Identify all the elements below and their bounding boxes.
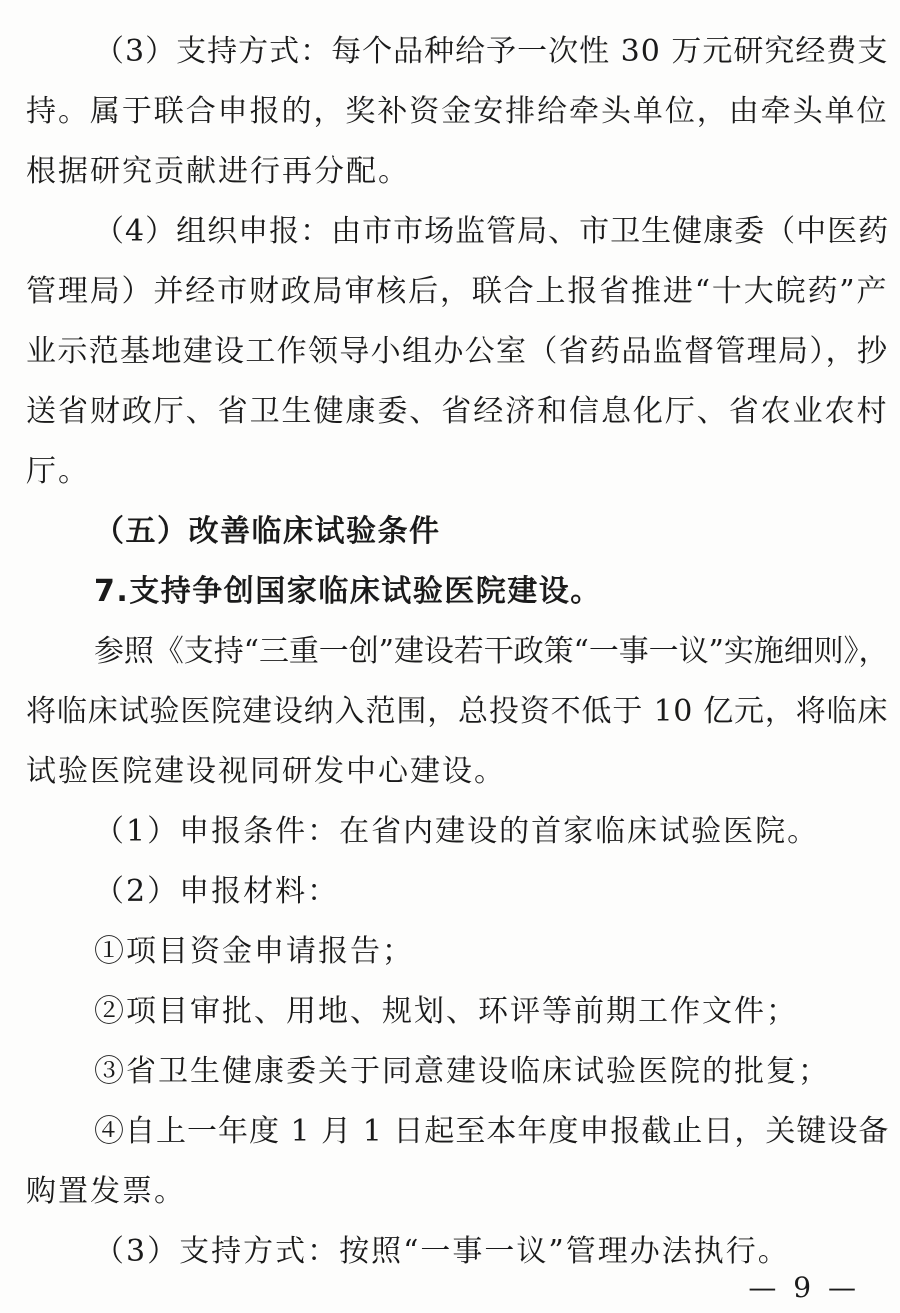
paragraph-line: 送省财政厅、省卫生健康委、省经济和信息化厅、省农业农村 <box>26 394 888 429</box>
paragraph-line: 持。属于联合申报的，奖补资金安排给牵头单位，由牵头单位 <box>26 94 888 129</box>
paragraph-line: 试验医院建设视同研发中心建设。 <box>26 754 506 789</box>
paragraph-line: （2）申报材料： <box>94 874 340 909</box>
paragraph-line: （1）申报条件：在省内建设的首家临床试验医院。 <box>94 814 820 849</box>
paragraph-line: 根据研究贡献进行再分配。 <box>26 154 410 189</box>
paragraph-line: （3）支持方式：按照“一事一议”管理办法执行。 <box>94 1234 790 1269</box>
paragraph-line: 业示范基地建设工作领导小组办公室（省药品监督管理局），抄 <box>26 334 888 369</box>
paragraph-line: 厅。 <box>26 454 90 489</box>
paragraph-line: （4）组织申报：由市市场监管局、市卫生健康委（中医药 <box>94 214 890 249</box>
list-item: ③省卫生健康委关于同意建设临床试验医院的批复； <box>94 1054 830 1089</box>
paragraph-line: 将临床试验医院建设纳入范围，总投资不低于 10 亿元，将临床 <box>26 694 888 729</box>
paragraph-line: 管理局）并经市财政局审核后，联合上报省推进“十大皖药”产 <box>26 274 888 309</box>
list-item: ②项目审批、用地、规划、环评等前期工作文件； <box>94 994 798 1029</box>
list-item: ①项目资金申请报告； <box>94 934 414 969</box>
page-number: — 9 — <box>748 1271 860 1304</box>
paragraph-line: 参照《支持“三重一创”建设若干政策“一事一议”实施细则》， <box>94 634 888 669</box>
list-item: ④自上一年度 1 月 1 日起至本年度申报截止日，关键设备 <box>94 1114 890 1149</box>
paragraph-line: （3）支持方式：每个品种给予一次性 30 万元研究经费支 <box>94 34 889 69</box>
section-heading: （五）改善临床试验条件 <box>94 514 441 549</box>
subsection-heading: 7.支持争创国家临床试验医院建设。 <box>94 574 602 609</box>
document-body <box>26 22 888 1282</box>
list-item-continuation: 购置发票。 <box>26 1174 186 1209</box>
